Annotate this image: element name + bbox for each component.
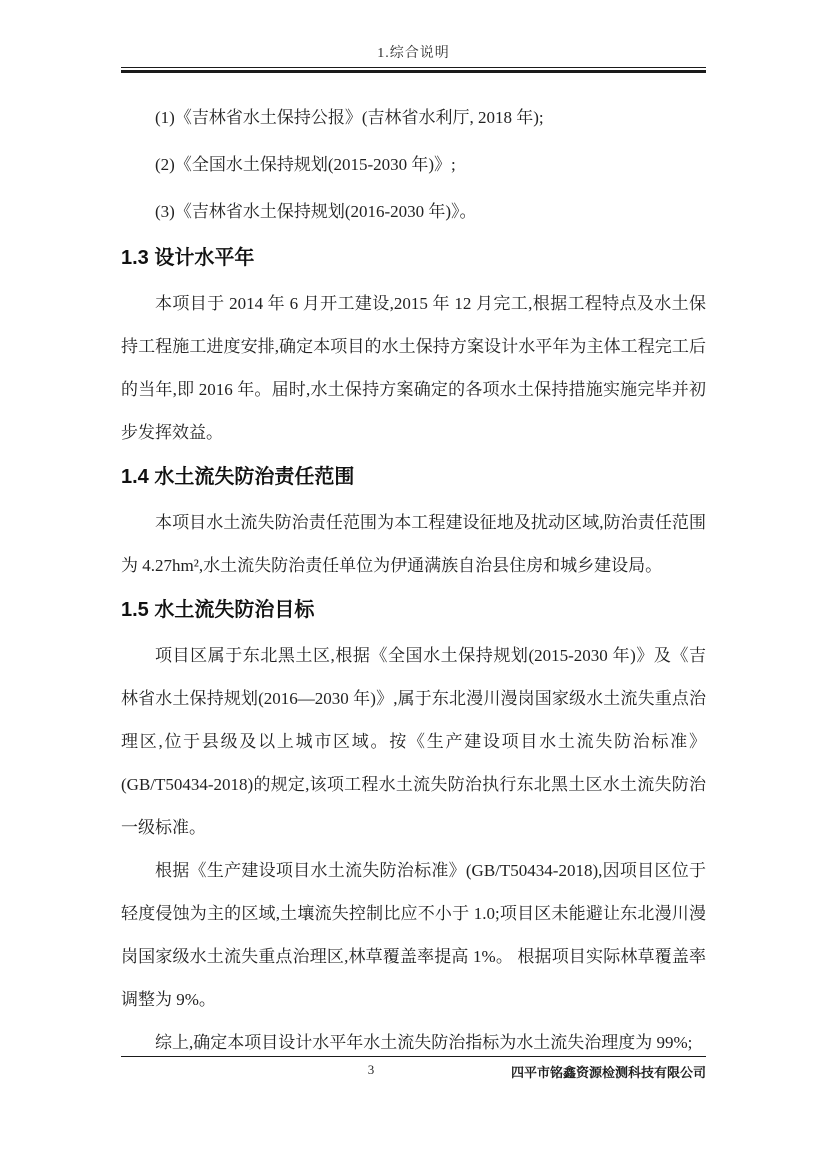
footer-company-name: 四平市铭鑫资源检测科技有限公司: [510, 1065, 706, 1080]
body-paragraph: 项目区属于东北黑土区,根据《全国水土保持规划(2015-2030 年)》及《吉林省水土保持规划(2016—2030 年)》,属于东北漫川漫岗国家级水土流失重点治理区,位于县级及以上城市区域。按《生产建设项目水土流失防治标准》(GB/T50434-2018)的规定,该项工程水土流失防治执行东北黑土区水土流失防治一级标准。: [121, 646, 706, 837]
reference-item: (2)《全国水土保持规划(2015-2030 年)》;: [155, 155, 456, 174]
document-body: [121, 94, 706, 1064]
page-header: [121, 0, 706, 73]
header-rule-thick: [121, 70, 706, 73]
section-heading-1-4: 1.4 水土流失防治责任范围: [121, 466, 355, 488]
body-paragraph: 根据《生产建设项目水土流失防治标准》(GB/T50434-2018),因项目区位于轻度侵蚀为主的区域,土壤流失控制比应不小于 1.0;项目区未能避让东北漫川漫岗国家级水土流失重点治理区,林草覆盖率提高 1%。 根据项目实际林草覆盖率调整为 9%。: [121, 861, 706, 1009]
reference-item: (3)《吉林省水土保持规划(2016-2030 年)》。: [155, 202, 477, 221]
header-title: 1.综合说明: [377, 46, 450, 61]
page-number: 3: [367, 1062, 375, 1077]
footer-row: [121, 1062, 706, 1080]
section-heading-1-5: 1.5 水土流失防治目标: [121, 599, 315, 621]
reference-item: (1)《吉林省水土保持公报》(吉林省水利厅, 2018 年);: [155, 108, 544, 127]
header-rule-thin: [121, 67, 706, 68]
footer-rule: [121, 1056, 706, 1057]
page-footer: [121, 1056, 706, 1080]
section-heading-1-3: 1.3 设计水平年: [121, 247, 255, 269]
body-paragraph: 本项目于 2014 年 6 月开工建设,2015 年 12 月完工,根据工程特点及水土保持工程施工进度安排,确定本项目的水土保持方案设计水平年为主体工程完工后的当年,即 2016 年。届时,水土保持方案确定的各项水土保持措施实施完毕并初步发挥效益。: [121, 294, 706, 442]
body-paragraph: 综上,确定本项目设计水平年水土流失防治指标为水土流失治理度为 99%;: [155, 1033, 693, 1052]
body-paragraph: 本项目水土流失防治责任范围为本工程建设征地及扰动区域,防治责任范围为 4.27hm²,水土流失防治责任单位为伊通满族自治县住房和城乡建设局。: [121, 513, 706, 575]
